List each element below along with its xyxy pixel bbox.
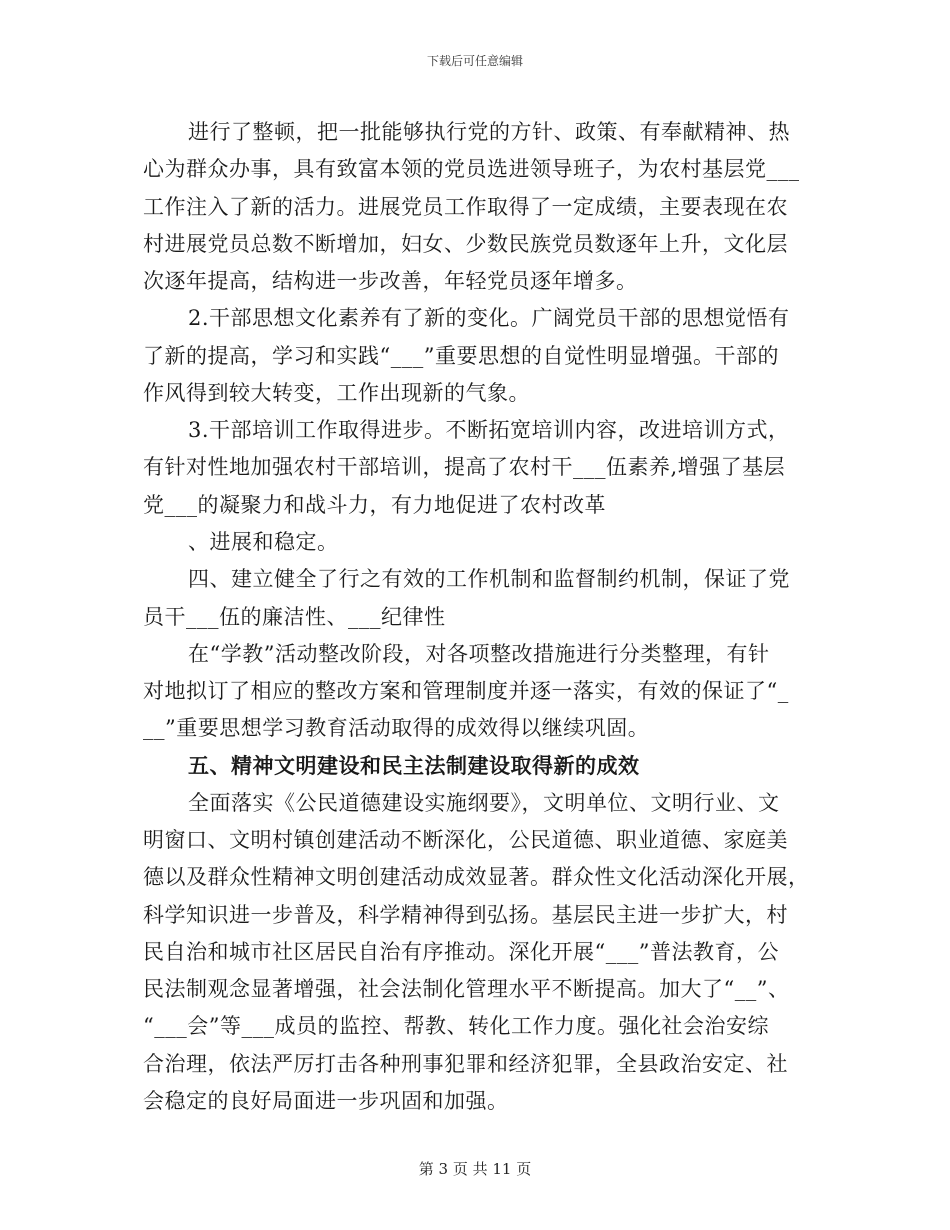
body-line: 村进展党员总数不断增加，妇女、少数民族党员数逐年上升，文化层 — [143, 232, 788, 256]
body-line: 民法制观念显著增强，社会法制化管理水平不断提高。加大了“__”、 — [143, 977, 790, 1001]
body-line: 四、建立健全了行之有效的工作机制和监督制约机制，保证了党 — [188, 567, 790, 591]
body-line: 心为群众办事，具有致富本领的党员选进领导班子，为农村基层党___ — [143, 157, 800, 181]
page-footer: 第 3 页 共 11 页 — [418, 1160, 532, 1178]
body-line: 员干___伍的廉洁性、___纪律性 — [143, 605, 446, 629]
body-line: 明窗口、文明村镇创建活动不断深化，公民道德、职业道德、家庭美 — [143, 828, 788, 852]
body-line: 全面落实《公民道德建设实施纲要》，文明单位、文明行业、文 — [188, 791, 780, 815]
body-line: 次逐年提高，结构进一步改善，年轻党员逐年增多。 — [143, 269, 638, 293]
body-line: 民自治和城市社区居民自治有序推动。深化开展“___”普法教育，公 — [143, 940, 779, 964]
body-line: 党___的凝聚力和战斗力，有力地促进了农村改革 — [143, 493, 606, 517]
body-line: 对地拟订了相应的整改方案和管理制度并逐一落实，有效的保证了“_ — [143, 679, 789, 703]
body-line: 3.干部培训工作取得进步。不断拓宽培训内容，改进培训方式， — [188, 418, 790, 442]
body-line: 德以及群众性精神文明创建活动成效显著。群众性文化活动深化开展， — [143, 865, 810, 889]
body-line: __”重要思想学习教育活动取得的成效得以继续巩固。 — [143, 716, 650, 740]
body-line: 2.干部思想文化素养有了新的变化。广阔党员干部的思想觉悟有 — [188, 306, 790, 330]
body-line: 合治理，依法严厉打击各种刑事犯罪和经济犯罪，全县政治安定、社 — [143, 1052, 788, 1076]
section-heading: 五、精神文明建设和民主法制建设取得新的成效 — [188, 754, 640, 778]
body-line: 有针对性地加强农村干部培训，提高了农村干___伍素养,增强了基层 — [143, 455, 786, 479]
body-line: 、进展和稳定。 — [188, 530, 339, 554]
body-line: 会稳定的良好局面进一步巩固和加强。 — [143, 1089, 509, 1113]
body-line: 工作注入了新的活力。进展党员工作取得了一定成绩，主要表现在农 — [143, 195, 788, 219]
body-line: 进行了整顿，把一批能够执行党的方针、政策、有奉献精神、热 — [188, 120, 790, 144]
body-line: 作风得到较大转变，工作出现新的气象。 — [143, 381, 530, 405]
body-line: 科学知识进一步普及，科学精神得到弘扬。基层民主进一步扩大，村 — [143, 903, 788, 927]
header-note: 下载后可任意编辑 — [426, 54, 523, 68]
body-line: 了新的提高，学习和实践“___”重要思想的自觉性明显增强。干部的 — [143, 344, 779, 368]
body-line: 在“学教”活动整改阶段，对各项整改措施进行分类整理，有针 — [188, 642, 770, 666]
body-line: “___会”等___成员的监控、帮教、转化工作力度。强化社会治安综 — [143, 1014, 769, 1038]
